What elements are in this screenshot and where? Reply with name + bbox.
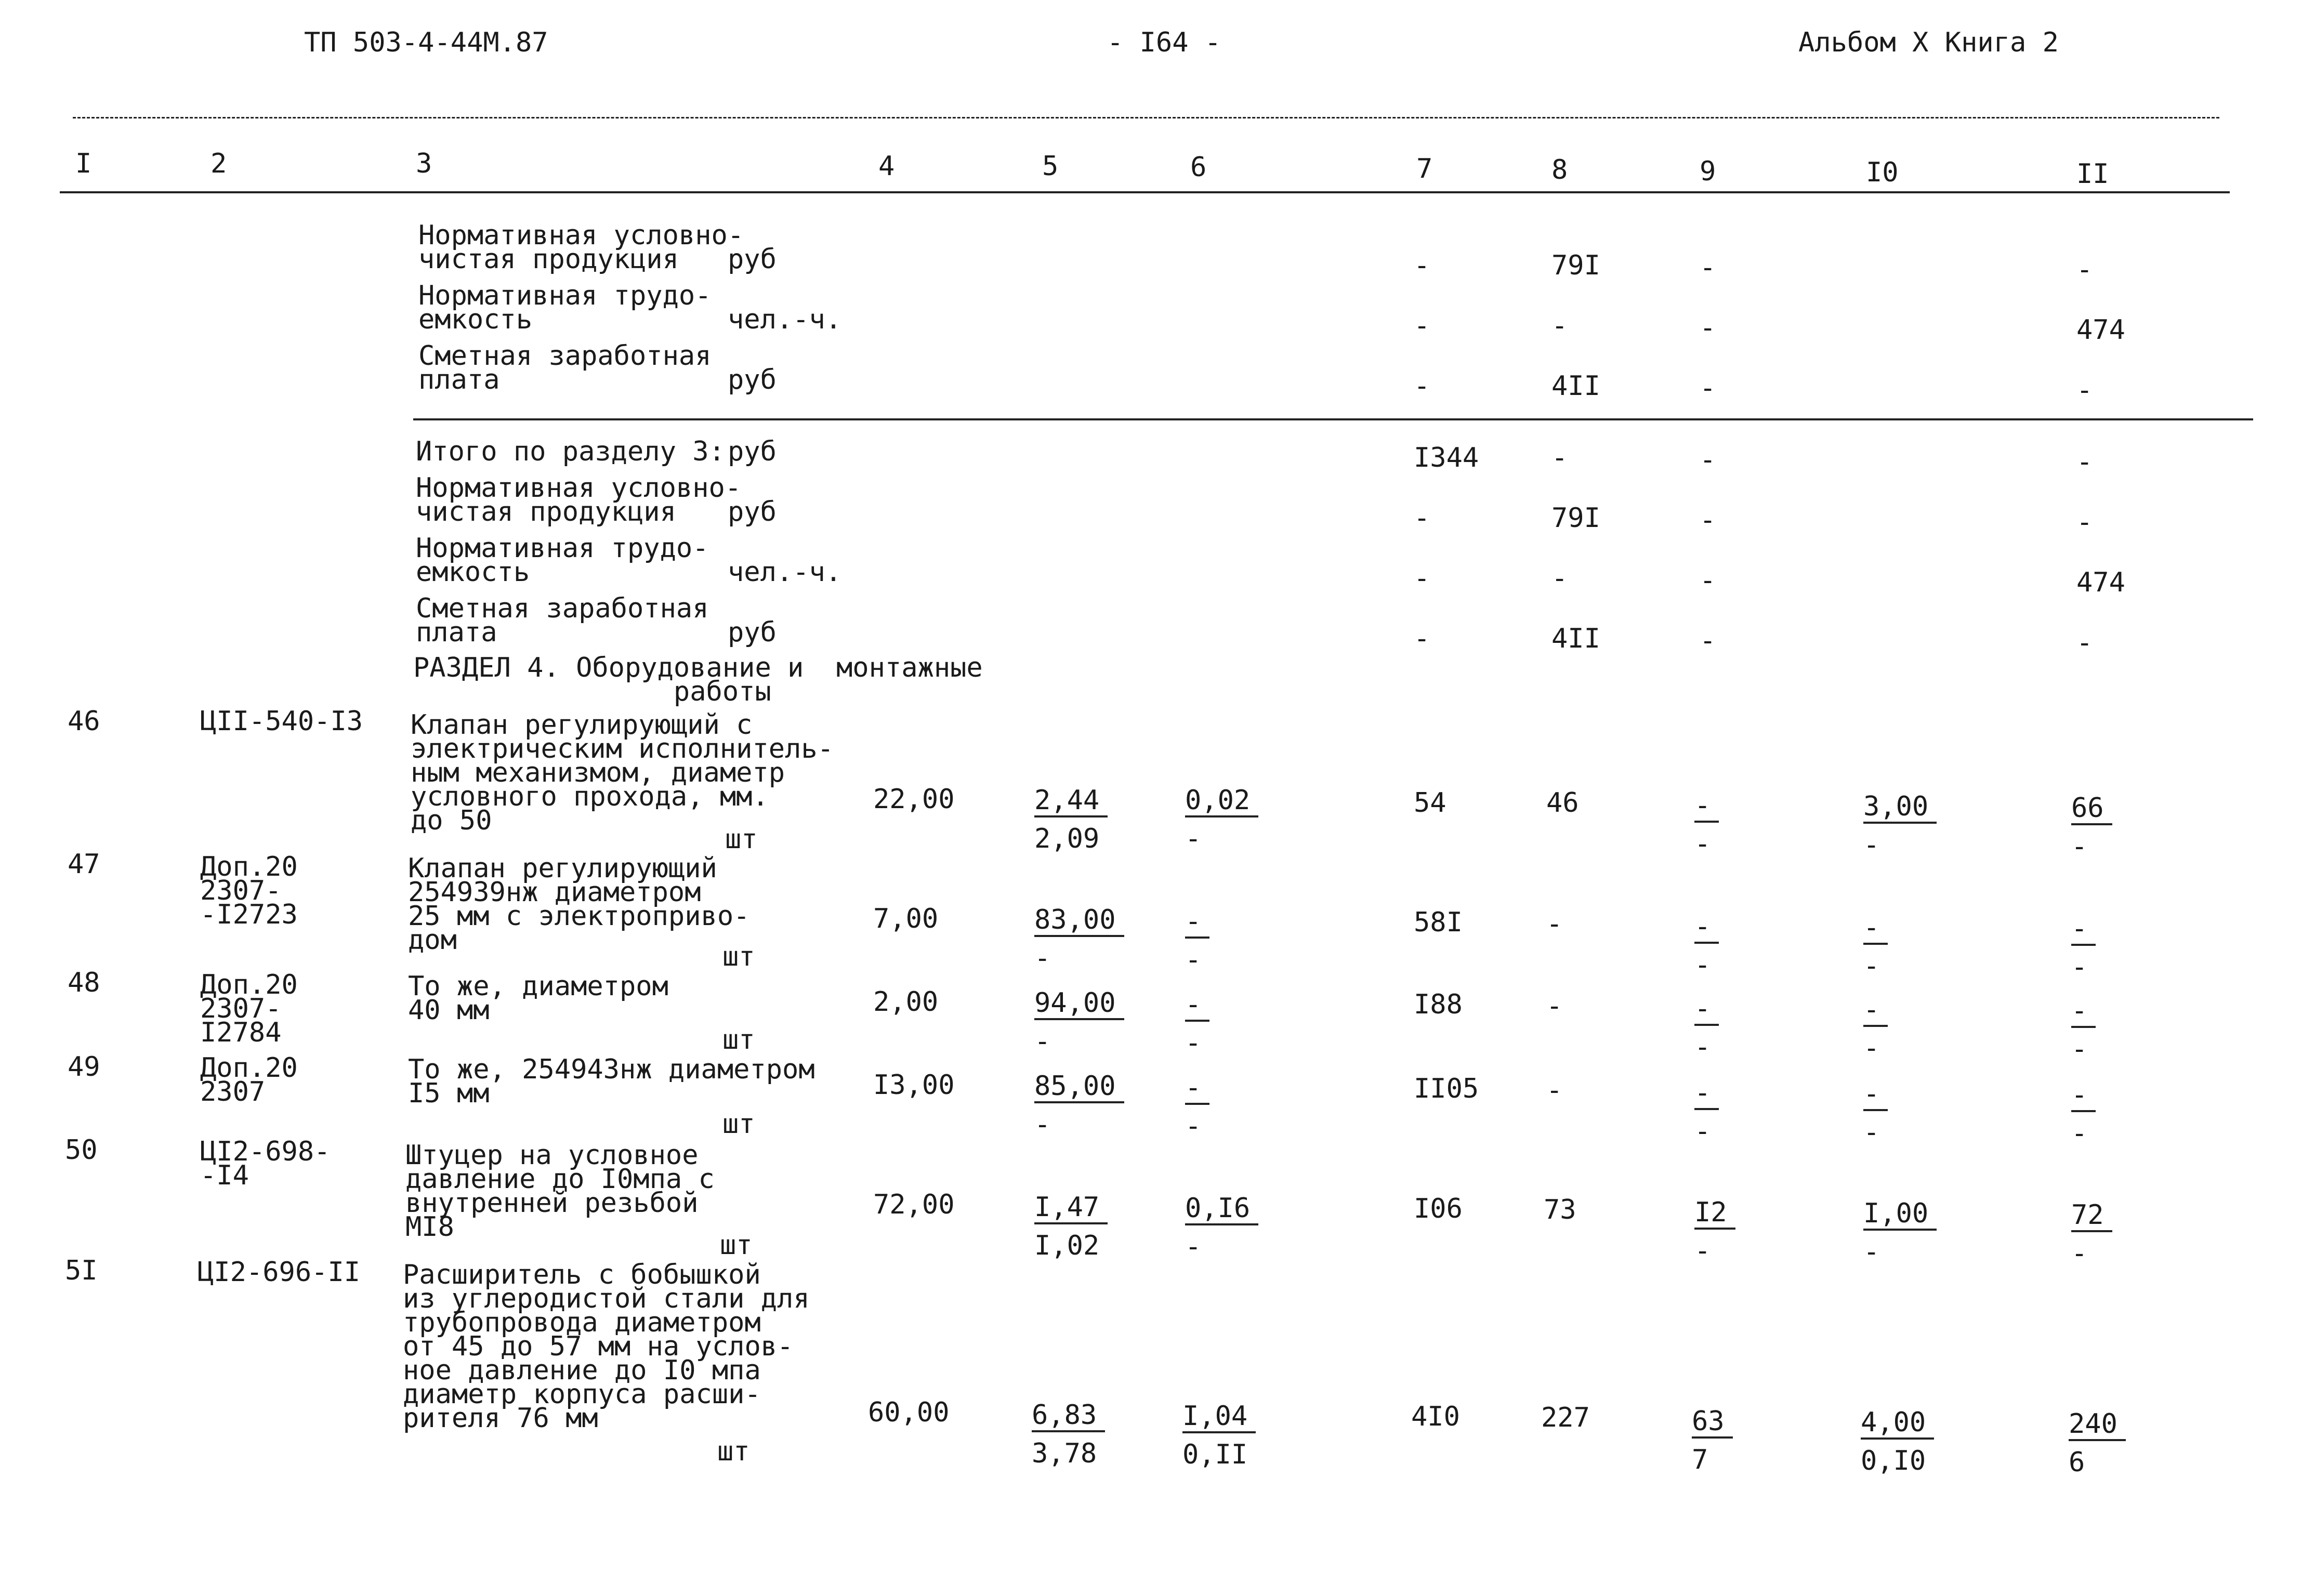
item-description: Клапан регулирующий 254939нж диаметром 25 мм с электроприво- дом	[408, 853, 750, 956]
col-head-4: 4	[878, 151, 895, 182]
col-head-9: 9	[1700, 156, 1716, 187]
fraction-numerator: -	[1185, 908, 1209, 939]
fraction-c6	[1185, 1072, 1209, 1142]
fraction-numerator: -	[2071, 998, 2096, 1028]
fraction-c10	[1861, 1409, 1934, 1474]
fraction-numerator: -	[2071, 1082, 2096, 1112]
fraction-denominator: 7	[1692, 1444, 1708, 1475]
summary-c7: -	[1414, 563, 1430, 594]
item-description: То же, диаметром 40 мм	[408, 971, 668, 1026]
fraction-c5	[1034, 1194, 1108, 1259]
fraction-c10	[1863, 912, 1888, 982]
fraction-numerator: -	[1694, 914, 1719, 944]
summary-c11: -	[2076, 446, 2093, 478]
page-number: - I64 -	[1107, 27, 1221, 58]
summary-c9: -	[1700, 444, 1716, 476]
fraction-numerator: 63	[1692, 1408, 1733, 1439]
fraction-numerator: 240	[2069, 1411, 2126, 1441]
summary-c8: 79I	[1551, 503, 1600, 534]
top-rule	[73, 117, 2219, 118]
unit-label: шт	[725, 824, 758, 855]
item-code: ЦII-540-I3	[200, 706, 363, 737]
fraction-denominator: 0,I0	[1861, 1445, 1926, 1476]
summary-c9: -	[1700, 565, 1716, 596]
unit-label: руб	[728, 364, 777, 395]
fraction-c11	[2071, 1199, 2112, 1269]
summary-label: Итого по разделу 3:	[416, 436, 725, 467]
fraction-denominator: 6	[2069, 1447, 2085, 1478]
fraction-denominator: -	[1863, 829, 1880, 861]
fraction-numerator: -	[2071, 916, 2096, 946]
summary-c7: I344	[1414, 442, 1479, 473]
summary-c9: -	[1700, 252, 1716, 283]
cell-c7: 54	[1414, 787, 1446, 819]
fraction-denominator: -	[2071, 1118, 2088, 1149]
unit-label: шт	[722, 941, 755, 972]
fraction-denominator: 2,09	[1034, 823, 1100, 854]
fraction-numerator: I,47	[1034, 1194, 1108, 1224]
unit-label: шт	[722, 1109, 755, 1140]
fraction-c5	[1032, 1402, 1105, 1467]
fraction-numerator: I,04	[1182, 1403, 1256, 1433]
fraction-c9	[1692, 1408, 1733, 1473]
doc-code: ТП 503-4-44М.87	[304, 27, 548, 58]
fraction-denominator: -	[1185, 1231, 1202, 1262]
summary-c11: -	[2076, 627, 2093, 658]
summary-c7: -	[1414, 250, 1430, 281]
item-number: 50	[65, 1135, 98, 1166]
item-quantity: 72,00	[873, 1189, 955, 1220]
item-quantity: 7,00	[873, 903, 939, 934]
fraction-c11	[2071, 995, 2096, 1065]
summary-c11: -	[2076, 375, 2093, 406]
col-head-7: 7	[1416, 153, 1433, 184]
fraction-numerator: -	[1185, 992, 1209, 1022]
cell-c7: 58I	[1414, 907, 1463, 938]
fraction-numerator: 2,44	[1034, 787, 1108, 817]
item-quantity: 2,00	[873, 986, 939, 1018]
fraction-c6	[1182, 1403, 1256, 1468]
summary-c8: -	[1551, 442, 1568, 473]
unit-label: чел.-ч.	[728, 304, 842, 335]
fraction-numerator: 3,00	[1863, 794, 1937, 824]
fraction-c10	[1863, 994, 1888, 1064]
fraction-c9	[1694, 1197, 1735, 1267]
fraction-numerator: 0,02	[1185, 787, 1258, 817]
summary-c9: -	[1700, 625, 1716, 656]
summary-c9: -	[1700, 505, 1716, 536]
summary-c7: -	[1414, 623, 1430, 654]
item-description: Штуцер на условное давление до I0мпа с внутренней резьбой MI8	[405, 1140, 715, 1243]
fraction-c5	[1034, 904, 1124, 974]
unit-label: шт	[722, 1024, 755, 1056]
fraction-denominator: -	[1185, 1027, 1202, 1059]
summary-c9: -	[1700, 373, 1716, 404]
unit-label: руб	[728, 244, 777, 275]
fraction-numerator: 6,83	[1032, 1402, 1105, 1432]
cell-c7: I88	[1414, 989, 1463, 1020]
fraction-numerator: 94,00	[1034, 990, 1124, 1020]
item-description: То же, 254943нж диаметром I5 мм	[408, 1054, 815, 1109]
fraction-c10	[1863, 1198, 1937, 1268]
fraction-c6	[1185, 908, 1209, 973]
col-head-2: 2	[211, 148, 227, 179]
fraction-numerator: 66	[2071, 795, 2112, 825]
item-number: 49	[68, 1051, 100, 1083]
fraction-numerator: -	[1185, 1075, 1209, 1105]
fraction-c11	[2071, 795, 2112, 860]
fraction-numerator: -	[1863, 1081, 1888, 1111]
summary-c8: 4II	[1551, 623, 1600, 654]
fraction-denominator: 0,II	[1182, 1439, 1248, 1470]
fraction-denominator: -	[1034, 1026, 1051, 1057]
col-head-10: I0	[1866, 157, 1899, 188]
summary-label: Нормативная условно- чистая продукция	[416, 472, 742, 527]
summary-label: Сметная заработная плата	[418, 340, 712, 395]
cell-c8: -	[1546, 991, 1563, 1022]
item-number: 5I	[65, 1255, 98, 1286]
summary-c7: -	[1414, 371, 1430, 402]
fraction-numerator: 4,00	[1861, 1409, 1934, 1440]
unit-label: руб	[728, 436, 777, 467]
fraction-numerator: -	[1694, 793, 1719, 823]
fraction-c11	[2071, 913, 2096, 983]
item-number: 47	[68, 849, 100, 880]
summary-c11: 474	[2076, 314, 2125, 346]
item-code: Доп.20 2307- -I2723	[200, 851, 298, 930]
fraction-c6	[1185, 989, 1209, 1059]
fraction-c9	[1694, 790, 1719, 860]
item-code: ЦI2-696-II	[198, 1257, 361, 1288]
fraction-numerator: -	[1863, 915, 1888, 945]
fraction-denominator: -	[2071, 1238, 2088, 1269]
col-head-5: 5	[1042, 151, 1059, 182]
fraction-denominator: -	[2071, 1034, 2088, 1065]
summary-c8: -	[1551, 310, 1568, 341]
item-code: ЦI2-698- -I4	[200, 1136, 331, 1191]
fraction-c9	[1694, 911, 1719, 981]
fraction-denominator: -	[2071, 952, 2088, 983]
fraction-numerator: 83,00	[1034, 907, 1124, 937]
fraction-denominator: -	[1863, 951, 1880, 982]
fraction-c9	[1694, 1077, 1719, 1147]
fraction-numerator: 0,I6	[1185, 1195, 1258, 1225]
col-head-3: 3	[416, 148, 432, 179]
fraction-c11	[2071, 1079, 2096, 1149]
fraction-c10	[1863, 791, 1937, 861]
unit-label: руб	[728, 496, 777, 527]
col-head-1: I	[75, 148, 92, 179]
fraction-denominator: -	[1034, 1109, 1051, 1140]
summary-c11: -	[2076, 254, 2093, 285]
fraction-denominator: -	[1694, 828, 1711, 860]
summary-c9: -	[1700, 312, 1716, 344]
fraction-denominator: -	[1694, 1235, 1711, 1267]
fraction-c10	[1863, 1078, 1888, 1148]
summary-c11: -	[2076, 507, 2093, 538]
summary-label: Нормативная трудо- емкость	[416, 533, 709, 588]
fraction-denominator: -	[1694, 949, 1711, 981]
item-description: Клапан регулирующий с электрическим исполнитель- ным механизмом, диаметр условного прохода, мм. до 50	[411, 709, 834, 836]
col-head-11: II	[2076, 159, 2109, 190]
cell-c8: 46	[1546, 787, 1579, 819]
summary-label: Нормативная условно- чистая продукция	[418, 220, 744, 275]
fraction-c6	[1185, 787, 1258, 852]
fraction-c6	[1185, 1195, 1258, 1260]
summary-c7: -	[1414, 503, 1430, 534]
summary-c8: 79I	[1551, 250, 1600, 281]
cell-c7: 4I0	[1411, 1401, 1460, 1432]
cell-c7: I06	[1414, 1193, 1463, 1224]
fraction-numerator: I,00	[1863, 1201, 1937, 1231]
fraction-c5	[1034, 987, 1124, 1057]
fraction-denominator: -	[1863, 1117, 1880, 1148]
item-number: 48	[68, 967, 100, 998]
item-quantity: I3,00	[873, 1070, 955, 1101]
col-head-8: 8	[1551, 154, 1568, 186]
item-code: Доп.20 2307- I2784	[200, 969, 298, 1048]
fraction-numerator: I2	[1694, 1199, 1735, 1230]
fraction-denominator: -	[1185, 1111, 1202, 1142]
album-label: Альбом X Книга 2	[1798, 27, 2059, 58]
fraction-numerator: -	[1863, 997, 1888, 1027]
summary-c7: -	[1414, 310, 1430, 341]
header-rule	[60, 191, 2230, 193]
col-head-6: 6	[1190, 152, 1207, 183]
fraction-c5	[1034, 787, 1108, 852]
fraction-numerator: -	[1694, 996, 1719, 1026]
fraction-denominator: -	[1185, 944, 1202, 975]
cell-c8: 73	[1544, 1194, 1576, 1225]
unit-label: шт	[720, 1230, 753, 1261]
summary-c8: 4II	[1551, 371, 1600, 402]
summary-label: Сметная заработная плата	[416, 593, 709, 648]
cell-c8: -	[1546, 908, 1563, 940]
cell-c8: -	[1546, 1075, 1563, 1106]
fraction-numerator: -	[1694, 1080, 1719, 1110]
item-description: Расширитель с бобышкой из углеродистой стали для трубопровода диаметром от 45 до 57 мм на услов- ное давление до I0 мпа диаметр корпуса расши- рителя 76 мм	[403, 1259, 810, 1434]
cell-c8: 227	[1541, 1402, 1590, 1433]
summary-c8: -	[1551, 563, 1568, 594]
fraction-denominator: -	[1185, 823, 1202, 854]
fraction-denominator: -	[1694, 1116, 1711, 1147]
item-code: Доп.20 2307	[200, 1052, 298, 1107]
fraction-denominator: -	[1863, 1033, 1880, 1064]
fraction-numerator: 72	[2071, 1202, 2112, 1232]
section-rule	[413, 418, 2253, 420]
summary-c11: 474	[2076, 567, 2125, 598]
fraction-numerator: 85,00	[1034, 1073, 1124, 1103]
summary-label: Нормативная трудо- емкость	[418, 280, 712, 335]
cell-c7: II05	[1414, 1073, 1479, 1104]
fraction-c5	[1034, 1073, 1124, 1138]
unit-label: шт	[717, 1436, 750, 1467]
item-number: 46	[68, 706, 100, 737]
unit-label: чел.-ч.	[728, 557, 842, 588]
section-4-title: РАЗДЕЛ 4. Оборудование и монтажные работы	[413, 652, 983, 707]
fraction-denominator: -	[1034, 943, 1051, 974]
fraction-denominator: -	[2071, 831, 2088, 862]
fraction-c9	[1694, 993, 1719, 1063]
unit-label: руб	[728, 617, 777, 648]
fraction-denominator: 3,78	[1032, 1438, 1097, 1469]
item-quantity: 22,00	[873, 784, 955, 815]
fraction-denominator: -	[1863, 1236, 1880, 1268]
fraction-denominator: -	[1694, 1032, 1711, 1063]
fraction-c11	[2069, 1408, 2126, 1478]
fraction-denominator: I,02	[1034, 1230, 1100, 1261]
item-quantity: 60,00	[868, 1397, 950, 1428]
